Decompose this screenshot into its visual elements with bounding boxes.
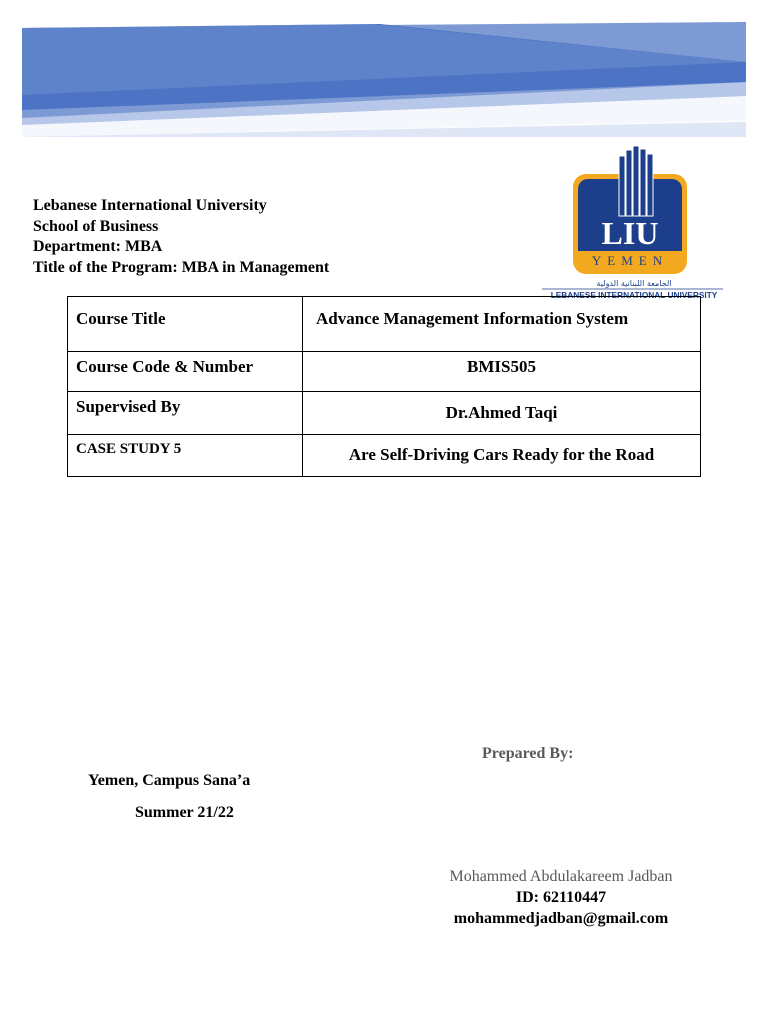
course-title-value: Advance Management Information System xyxy=(303,297,701,352)
table-row xyxy=(68,297,701,352)
school-name: School of Business xyxy=(33,217,159,235)
case-study-label: CASE STUDY 5 xyxy=(68,435,303,477)
university-info xyxy=(33,196,329,278)
liu-logo xyxy=(540,140,725,302)
department-name: Department: MBA xyxy=(33,238,163,255)
author-name: Mohammed Abdulakareem Jadban xyxy=(449,868,673,885)
university-name: Lebanese International University xyxy=(33,197,267,214)
table-row xyxy=(68,435,701,477)
author-id: ID: 62110447 xyxy=(515,889,607,906)
supervisor-label: Supervised By xyxy=(68,392,303,435)
logo-arabic-name: الجامعة اللبنانية الدولية xyxy=(596,279,672,288)
academic-term: Summer 21/22 xyxy=(135,804,234,821)
logo-country: YEMEN xyxy=(591,253,669,268)
course-code-label: Course Code & Number xyxy=(68,352,303,392)
supervisor-value: Dr.Ahmed Taqi xyxy=(303,392,701,435)
prepared-by-label: Prepared By: xyxy=(482,745,574,762)
program-title: Title of the Program: MBA in Management xyxy=(33,258,330,276)
case-study-value: Are Self-Driving Cars Ready for the Road xyxy=(303,435,701,477)
logo-full-name: LEBANESE INTERNATIONAL UNIVERSITY xyxy=(550,290,718,300)
campus-location: Yemen, Campus Sana’a xyxy=(88,772,251,789)
logo-acronym: LIU xyxy=(601,215,659,251)
author-email: mohammedjadban@gmail.com xyxy=(453,910,669,927)
header-banner xyxy=(0,0,768,150)
table-row xyxy=(68,352,701,392)
course-details-table xyxy=(67,296,701,477)
course-title-label: Course Title xyxy=(68,297,303,352)
table-row xyxy=(68,392,701,435)
course-code-value: BMIS505 xyxy=(303,352,701,392)
